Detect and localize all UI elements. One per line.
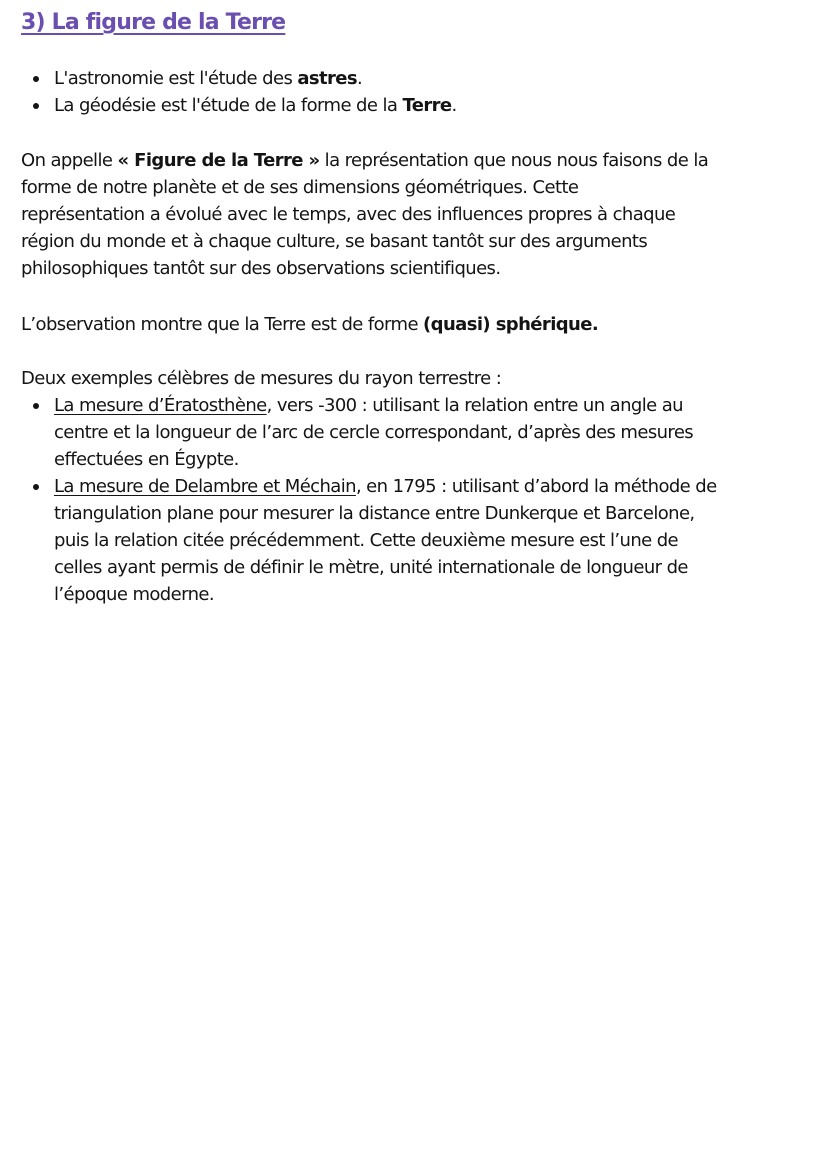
list-item: La mesure d’Ératosthène, vers -300 : utilisant la relation entre un angle au centre et la longueur de l’arc de cercle correspondant, d’après des mesures effectuées en Égypte.: [21, 392, 811, 473]
paragraph-line: représentation a évolué avec le temps, avec des influences propres à chaque: [21, 204, 676, 225]
definitions-list: [21, 65, 811, 119]
figure-definition-paragraph: [21, 147, 811, 282]
list-item: La géodésie est l'étude de la forme de la Terre.: [21, 92, 811, 119]
paragraph-line: région du monde et à chaque culture, se basant tantôt sur des arguments: [21, 231, 648, 252]
section-title: [21, 6, 285, 40]
examples-list: [21, 392, 811, 608]
underlined-term: La mesure d’Ératosthène: [54, 395, 267, 416]
paragraph-line: forme de notre planète et de ses dimensions géométriques. Cette: [21, 177, 579, 198]
list-item: L'astronomie est l'étude des astres.: [21, 65, 811, 92]
underlined-term: La mesure de Delambre et Méchain: [54, 476, 356, 497]
observation-paragraph: L’observation montre que la Terre est de forme (quasi) sphérique.: [21, 314, 599, 335]
paragraph-line: philosophiques tantôt sur des observations scientifiques.: [21, 258, 501, 279]
bold-term: « Figure de la Terre »: [117, 150, 320, 171]
examples-intro: Deux exemples célèbres de mesures du rayon terrestre :: [21, 368, 502, 389]
list-item: La mesure de Delambre et Méchain, en 1795 : utilisant d’abord la méthode de triangulation plane pour mesurer la distance entre Dunkerque et Barcelone, puis la relation citée précédemment. Cette deuxième mesure est l’une de celles ayant permis de définir le mètre, unité internationale de longueur de l’époque moderne.: [21, 473, 811, 608]
paragraph-line: On appelle « Figure de la Terre » la représentation que nous nous faisons de la: [21, 150, 709, 171]
section-title-text: 3) La figure de la Terre: [21, 10, 286, 35]
examples-section: [21, 365, 811, 608]
bold-term: (quasi) sphérique.: [423, 314, 599, 335]
